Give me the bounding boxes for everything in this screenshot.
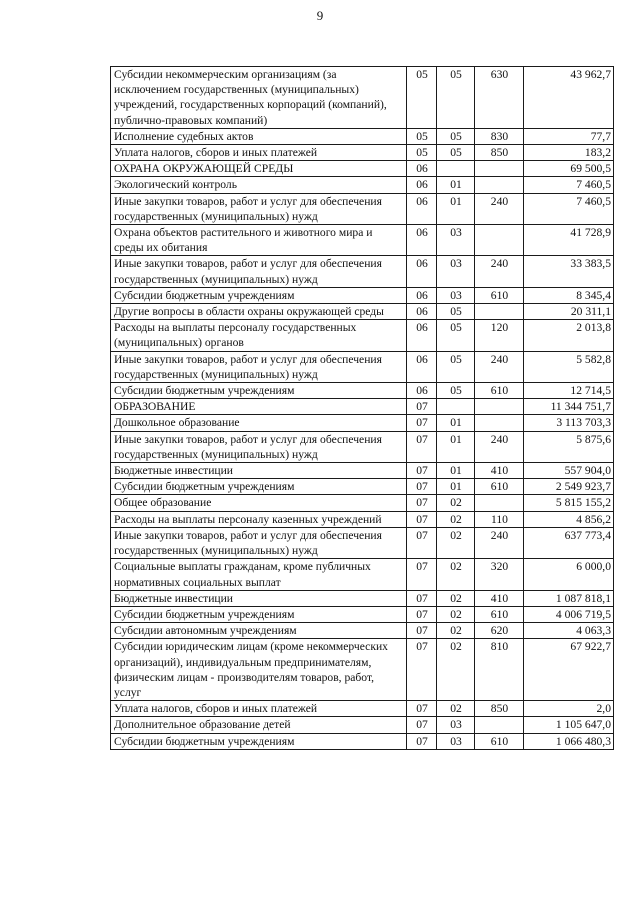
expense-type-code-cell: 610 — [475, 733, 524, 749]
expense-type-code-cell: 620 — [475, 623, 524, 639]
amount-cell: 33 383,5 — [524, 256, 614, 287]
section-code-cell: 07 — [407, 606, 437, 622]
expense-type-code-cell — [475, 495, 524, 511]
table-row — [111, 527, 614, 558]
table-row — [111, 351, 614, 382]
subsection-code-cell: 01 — [437, 463, 475, 479]
table-row — [111, 590, 614, 606]
table-row — [111, 256, 614, 287]
expense-name-cell: Расходы на выплаты персоналу казенных учреждений — [111, 511, 407, 527]
subsection-code-cell: 02 — [437, 701, 475, 717]
expense-name-cell: Экологический контроль — [111, 177, 407, 193]
subsection-code-cell: 05 — [437, 145, 475, 161]
expense-name-cell: Общее образование — [111, 495, 407, 511]
section-code-cell: 06 — [407, 304, 437, 320]
amount-cell: 77,7 — [524, 128, 614, 144]
expense-type-code-cell: 850 — [475, 145, 524, 161]
subsection-code-cell: 05 — [437, 128, 475, 144]
section-code-cell: 06 — [407, 225, 437, 256]
table-row — [111, 177, 614, 193]
subsection-code-cell: 02 — [437, 590, 475, 606]
table-row — [111, 701, 614, 717]
expense-name-cell: Субсидии бюджетным учреждениям — [111, 733, 407, 749]
expense-type-code-cell — [475, 304, 524, 320]
section-code-cell: 07 — [407, 431, 437, 462]
expense-name-cell: Бюджетные инвестиции — [111, 463, 407, 479]
expense-name-cell: Иные закупки товаров, работ и услуг для обеспечения государственных (муниципальных) нужд — [111, 527, 407, 558]
expense-name-cell: Дополнительное образование детей — [111, 717, 407, 733]
subsection-code-cell: 05 — [437, 320, 475, 351]
table-row — [111, 225, 614, 256]
amount-cell: 7 460,5 — [524, 177, 614, 193]
table-row — [111, 383, 614, 399]
section-code-cell: 06 — [407, 287, 437, 303]
expense-type-code-cell: 830 — [475, 128, 524, 144]
section-code-cell: 06 — [407, 351, 437, 382]
expense-type-code-cell — [475, 415, 524, 431]
expense-name-cell: ОБРАЗОВАНИЕ — [111, 399, 407, 415]
expense-name-cell: Уплата налогов, сборов и иных платежей — [111, 145, 407, 161]
amount-cell: 183,2 — [524, 145, 614, 161]
table-row — [111, 145, 614, 161]
section-code-cell: 07 — [407, 623, 437, 639]
table-row — [111, 495, 614, 511]
subsection-code-cell: 05 — [437, 304, 475, 320]
amount-cell: 4 856,2 — [524, 511, 614, 527]
amount-cell: 2 549 923,7 — [524, 479, 614, 495]
subsection-code-cell: 02 — [437, 639, 475, 701]
table-row — [111, 623, 614, 639]
amount-cell: 3 113 703,3 — [524, 415, 614, 431]
amount-cell: 5 582,8 — [524, 351, 614, 382]
section-code-cell: 07 — [407, 479, 437, 495]
expense-name-cell: Субсидии бюджетным учреждениям — [111, 383, 407, 399]
expense-name-cell: Иные закупки товаров, работ и услуг для обеспечения государственных (муниципальных) нужд — [111, 193, 407, 224]
amount-cell: 67 922,7 — [524, 639, 614, 701]
amount-cell: 1 087 818,1 — [524, 590, 614, 606]
amount-cell: 11 344 751,7 — [524, 399, 614, 415]
amount-cell: 557 904,0 — [524, 463, 614, 479]
amount-cell: 2,0 — [524, 701, 614, 717]
expense-name-cell: Дошкольное образование — [111, 415, 407, 431]
subsection-code-cell: 03 — [437, 733, 475, 749]
page-number: 9 — [316, 8, 324, 23]
expense-name-cell: Расходы на выплаты персоналу государственных (муниципальных) органов — [111, 320, 407, 351]
section-code-cell: 07 — [407, 399, 437, 415]
subsection-code-cell — [437, 161, 475, 177]
table-row — [111, 479, 614, 495]
expense-name-cell: Охрана объектов растительного и животного мира и среды их обитания — [111, 225, 407, 256]
subsection-code-cell: 01 — [437, 431, 475, 462]
section-code-cell: 07 — [407, 527, 437, 558]
expense-type-code-cell: 320 — [475, 559, 524, 590]
subsection-code-cell: 02 — [437, 623, 475, 639]
expense-name-cell: Субсидии юридическим лицам (кроме некоммерческих организаций), индивидуальным предпринимателям, физическим лицам - производителям товаров, работ, услуг — [111, 639, 407, 701]
subsection-code-cell: 03 — [437, 287, 475, 303]
amount-cell: 8 345,4 — [524, 287, 614, 303]
expense-name-cell: Исполнение судебных актов — [111, 128, 407, 144]
section-code-cell: 06 — [407, 161, 437, 177]
table-row — [111, 559, 614, 590]
table-row — [111, 128, 614, 144]
section-code-cell: 07 — [407, 701, 437, 717]
budget-table-body — [111, 67, 614, 750]
section-code-cell: 07 — [407, 590, 437, 606]
expense-name-cell: Субсидии некоммерческим организациям (за исключением государственных (муниципальных) учреждений, государственных корпораций (компаний), публично-правовых компаний) — [111, 67, 407, 129]
expense-type-code-cell — [475, 399, 524, 415]
expense-type-code-cell: 240 — [475, 527, 524, 558]
expense-type-code-cell: 240 — [475, 351, 524, 382]
section-code-cell: 07 — [407, 559, 437, 590]
section-code-cell: 07 — [407, 511, 437, 527]
table-row — [111, 463, 614, 479]
expense-type-code-cell — [475, 717, 524, 733]
table-row — [111, 606, 614, 622]
subsection-code-cell: 02 — [437, 559, 475, 590]
subsection-code-cell: 02 — [437, 495, 475, 511]
subsection-code-cell: 05 — [437, 351, 475, 382]
expense-name-cell: ОХРАНА ОКРУЖАЮЩЕЙ СРЕДЫ — [111, 161, 407, 177]
amount-cell: 2 013,8 — [524, 320, 614, 351]
amount-cell: 6 000,0 — [524, 559, 614, 590]
amount-cell: 7 460,5 — [524, 193, 614, 224]
amount-cell: 43 962,7 — [524, 67, 614, 129]
expense-name-cell: Другие вопросы в области охраны окружающей среды — [111, 304, 407, 320]
section-code-cell: 07 — [407, 415, 437, 431]
amount-cell: 41 728,9 — [524, 225, 614, 256]
subsection-code-cell: 01 — [437, 193, 475, 224]
subsection-code-cell: 05 — [437, 383, 475, 399]
amount-cell: 4 006 719,5 — [524, 606, 614, 622]
expense-type-code-cell: 850 — [475, 701, 524, 717]
section-code-cell: 07 — [407, 463, 437, 479]
amount-cell: 637 773,4 — [524, 527, 614, 558]
expense-type-code-cell: 610 — [475, 606, 524, 622]
section-code-cell: 05 — [407, 145, 437, 161]
table-row — [111, 733, 614, 749]
subsection-code-cell: 03 — [437, 225, 475, 256]
expense-type-code-cell: 810 — [475, 639, 524, 701]
section-code-cell: 05 — [407, 67, 437, 129]
expense-type-code-cell: 410 — [475, 590, 524, 606]
expense-type-code-cell: 610 — [475, 383, 524, 399]
budget-table — [110, 66, 614, 750]
table-row — [111, 431, 614, 462]
expense-type-code-cell: 610 — [475, 287, 524, 303]
table-row — [111, 399, 614, 415]
table-row — [111, 287, 614, 303]
expense-name-cell: Иные закупки товаров, работ и услуг для обеспечения государственных (муниципальных) нужд — [111, 431, 407, 462]
amount-cell: 20 311,1 — [524, 304, 614, 320]
subsection-code-cell — [437, 399, 475, 415]
expense-name-cell: Субсидии бюджетным учреждениям — [111, 606, 407, 622]
amount-cell: 4 063,3 — [524, 623, 614, 639]
amount-cell: 1 105 647,0 — [524, 717, 614, 733]
expense-type-code-cell: 240 — [475, 431, 524, 462]
expense-name-cell: Социальные выплаты гражданам, кроме публичных нормативных социальных выплат — [111, 559, 407, 590]
table-row — [111, 415, 614, 431]
subsection-code-cell: 02 — [437, 606, 475, 622]
subsection-code-cell: 01 — [437, 177, 475, 193]
subsection-code-cell: 03 — [437, 717, 475, 733]
expense-name-cell: Субсидии бюджетным учреждениям — [111, 287, 407, 303]
subsection-code-cell: 03 — [437, 256, 475, 287]
table-row — [111, 717, 614, 733]
amount-cell: 5 875,6 — [524, 431, 614, 462]
table-row — [111, 161, 614, 177]
expense-name-cell: Субсидии автономным учреждениям — [111, 623, 407, 639]
table-row — [111, 320, 614, 351]
subsection-code-cell: 02 — [437, 511, 475, 527]
expense-name-cell: Бюджетные инвестиции — [111, 590, 407, 606]
amount-cell: 1 066 480,3 — [524, 733, 614, 749]
table-row — [111, 639, 614, 701]
subsection-code-cell: 02 — [437, 527, 475, 558]
subsection-code-cell: 05 — [437, 67, 475, 129]
section-code-cell: 06 — [407, 320, 437, 351]
expense-name-cell: Уплата налогов, сборов и иных платежей — [111, 701, 407, 717]
table-row — [111, 67, 614, 129]
section-code-cell: 07 — [407, 639, 437, 701]
section-code-cell: 07 — [407, 717, 437, 733]
expense-type-code-cell: 120 — [475, 320, 524, 351]
expense-type-code-cell: 410 — [475, 463, 524, 479]
subsection-code-cell: 01 — [437, 415, 475, 431]
expense-type-code-cell: 630 — [475, 67, 524, 129]
table-row — [111, 193, 614, 224]
amount-cell: 12 714,5 — [524, 383, 614, 399]
section-code-cell: 05 — [407, 128, 437, 144]
expense-type-code-cell — [475, 225, 524, 256]
section-code-cell: 06 — [407, 256, 437, 287]
amount-cell: 5 815 155,2 — [524, 495, 614, 511]
table-row — [111, 304, 614, 320]
expense-type-code-cell: 610 — [475, 479, 524, 495]
expense-type-code-cell: 240 — [475, 193, 524, 224]
expense-name-cell: Иные закупки товаров, работ и услуг для обеспечения государственных (муниципальных) нужд — [111, 256, 407, 287]
table-row — [111, 511, 614, 527]
section-code-cell: 06 — [407, 177, 437, 193]
expense-name-cell: Иные закупки товаров, работ и услуг для обеспечения государственных (муниципальных) нужд — [111, 351, 407, 382]
section-code-cell: 06 — [407, 193, 437, 224]
section-code-cell: 06 — [407, 383, 437, 399]
expense-type-code-cell: 240 — [475, 256, 524, 287]
section-code-cell: 07 — [407, 495, 437, 511]
expense-type-code-cell — [475, 177, 524, 193]
amount-cell: 69 500,5 — [524, 161, 614, 177]
expense-type-code-cell: 110 — [475, 511, 524, 527]
expense-type-code-cell — [475, 161, 524, 177]
expense-name-cell: Субсидии бюджетным учреждениям — [111, 479, 407, 495]
subsection-code-cell: 01 — [437, 479, 475, 495]
section-code-cell: 07 — [407, 733, 437, 749]
